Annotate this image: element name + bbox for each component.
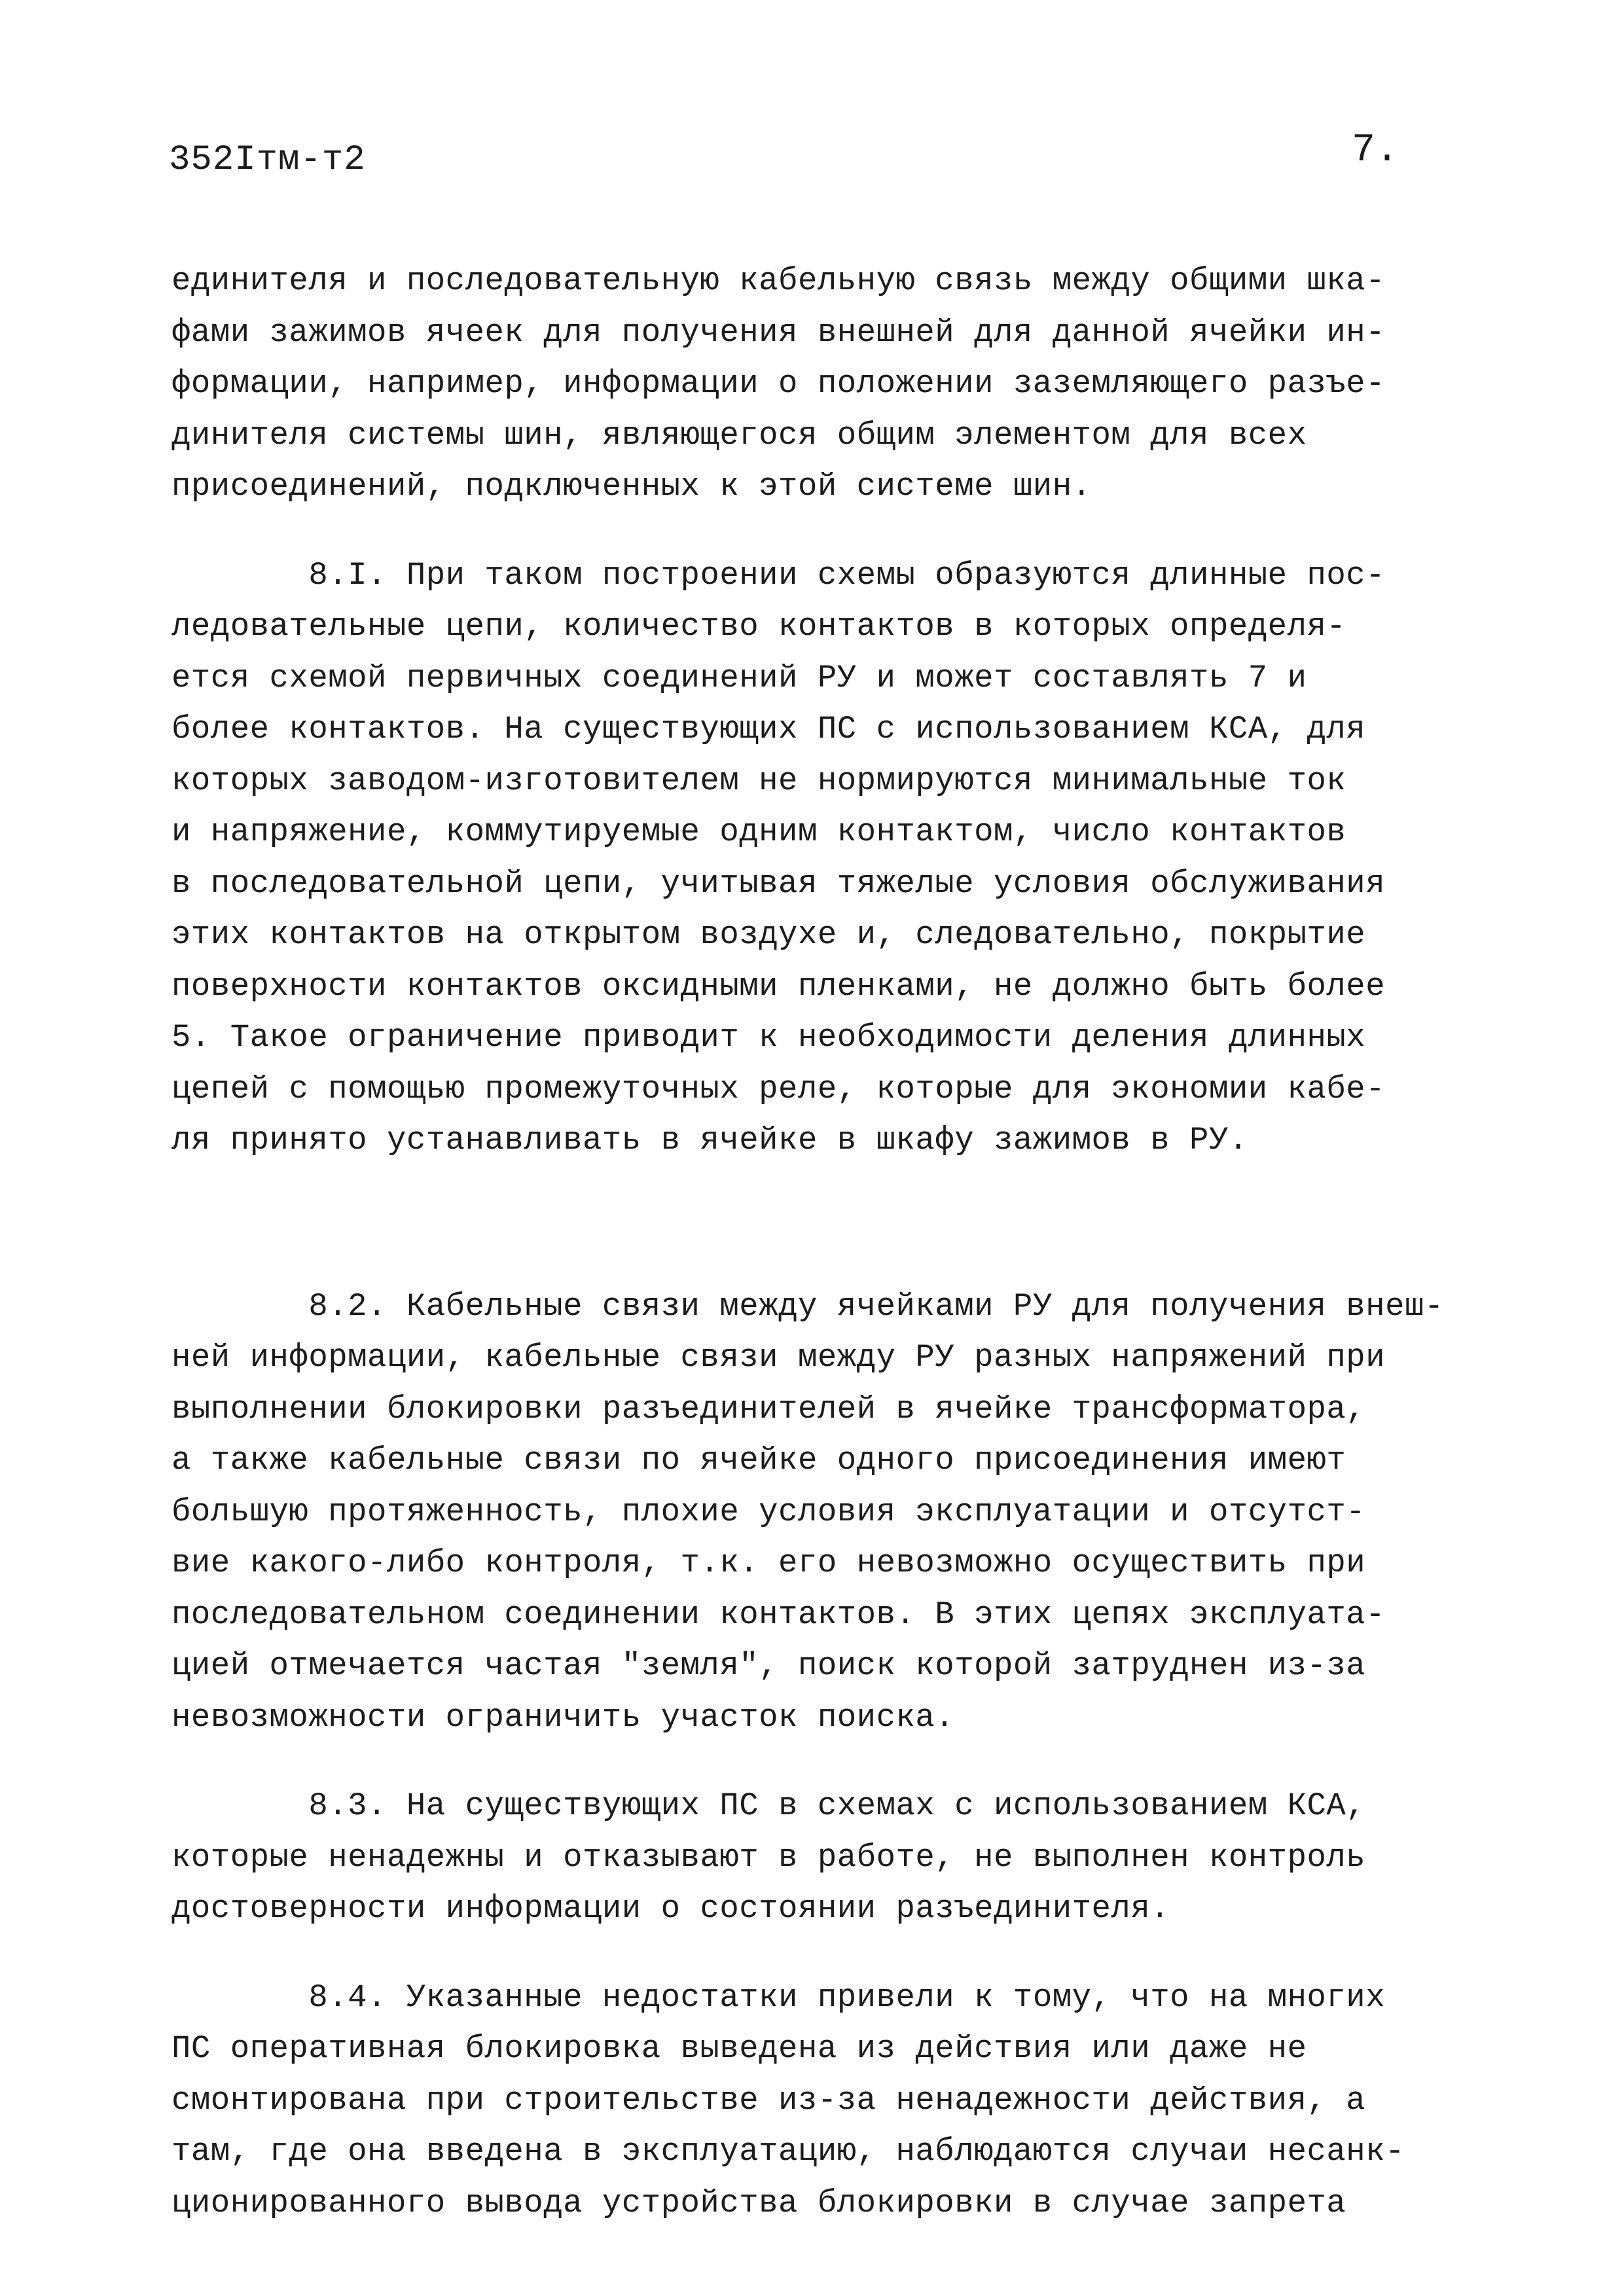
text-line: выполнении блокировки разъединителей в ячейке трансформатора,	[171, 1390, 1366, 1427]
paragraph-number: 8.4.	[308, 1979, 387, 2016]
paragraph-8-4	[171, 1972, 1487, 2229]
text-line: смонтирована при строительстве из-за ненадежности действия, а	[171, 2081, 1366, 2119]
text-line: которых заводом-изготовителем не нормируются минимальные ток	[171, 762, 1346, 799]
text-line: и напряжение, коммутируемые одним контактом, число контактов	[171, 814, 1346, 850]
text-line: ционированного вывода устройства блокировки в случае запрета	[171, 2184, 1346, 2221]
text-line	[171, 550, 1487, 601]
text-line	[171, 1972, 1487, 2024]
text-line: большую протяженность, плохие условия эксплуатации и отсутст-	[171, 1493, 1366, 1530]
text-line: ледовательные цепи, количество контактов в которых определя-	[171, 608, 1346, 645]
text-line	[171, 1780, 1487, 1832]
document-code: 352Iтм-т2	[169, 140, 366, 180]
paragraph-8-3	[171, 1780, 1487, 1935]
text-line-content: При таком построении схемы образуются длинные пос-	[406, 556, 1386, 594]
text-line: этих контактов на открытом воздухе и, следовательно, покрытие	[171, 916, 1366, 953]
text-line: поверхности контактов оксидными пленками, не должно быть более	[171, 967, 1386, 1005]
paragraph-number: 8.2.	[308, 1287, 387, 1325]
text-line: цепей с помощью промежуточных реле, которые для экономии кабе-	[171, 1070, 1386, 1107]
text-line: там, где она введена в эксплуатацию, наблюдаются случаи несанк-	[171, 2133, 1405, 2170]
text-line: в последовательной цепи, учитывая тяжелые условия обслуживания	[171, 865, 1386, 902]
page-number: 7.	[1352, 128, 1399, 173]
paragraph-8-2	[171, 1281, 1487, 1744]
text-line: присоединений, подключенных к этой системе шин.	[171, 468, 1092, 505]
text-line: вие какого-либо контроля, т.к. его невозможно осуществить при	[171, 1545, 1366, 1581]
text-line-content: Кабельные связи между ячейками РУ для получения внеш-	[406, 1287, 1444, 1325]
text-line: достоверности информации о состоянии разъединителя.	[171, 1890, 1170, 1927]
text-line-content: Указанные недостатки привели к тому, что на многих	[406, 1979, 1386, 2016]
text-line: последовательном соединении контактов. В этих цепях эксплуата-	[171, 1596, 1386, 1633]
text-line: единителя и последовательную кабельную связь между общими шка-	[171, 262, 1386, 299]
text-line: ля принято устанавливать в ячейке в шкафу зажимов в РУ.	[171, 1122, 1248, 1158]
text-line: более контактов. На существующих ПС с использованием КСА, для	[171, 711, 1366, 747]
text-line: ней информации, кабельные связи между РУ разных напряжений при	[171, 1339, 1386, 1376]
text-line: а также кабельные связи по ячейке одного присоединения имеют	[171, 1442, 1346, 1479]
paragraph-number: 8.3.	[308, 1787, 387, 1824]
text-line	[171, 1281, 1487, 1333]
text-line: ПС оперативная блокировка выведена из действия или даже не	[171, 2030, 1307, 2067]
paragraph-number: 8.I.	[308, 556, 387, 594]
text-line-content: На существующих ПС в схемах с использованием КСА,	[406, 1787, 1366, 1824]
paragraph-continuation	[171, 255, 1487, 512]
text-line: динителя системы шин, являющегося общим элементом для всех	[171, 416, 1307, 454]
text-line: 5. Такое ограничение приводит к необходимости деления длинных	[171, 1019, 1366, 1056]
text-line: которые ненадежны и отказывают в работе, не выполнен контроль	[171, 1839, 1366, 1876]
text-line: ется схемой первичных соединений РУ и может составлять 7 и	[171, 659, 1307, 696]
body-text	[171, 255, 1487, 2229]
text-line: фами зажимов ячеек для получения внешней для данной ячейки ин-	[171, 314, 1386, 351]
text-line: формации, например, информации о положении заземляющего разъе-	[171, 365, 1386, 402]
text-line: невозможности ограничить участок поиска.	[171, 1698, 955, 1736]
text-line: цией отмечается частая "земля", поиск которой затруднен из-за	[171, 1647, 1366, 1684]
paragraph-8-1	[171, 550, 1487, 1166]
